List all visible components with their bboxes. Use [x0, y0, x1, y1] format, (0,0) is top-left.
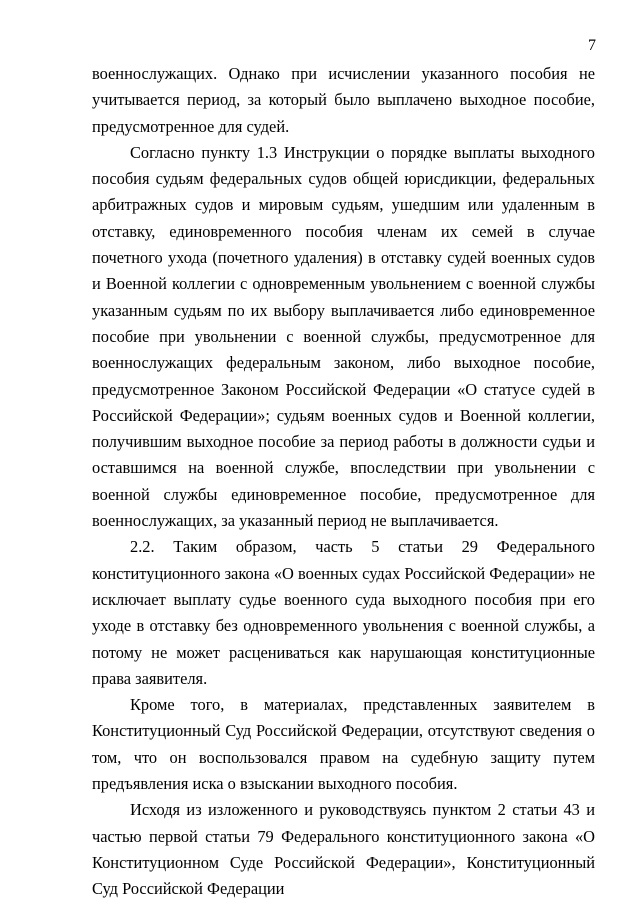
paragraph-2-2: 2.2. Таким образом, часть 5 статьи 29 Федерального конституционного закона «О военных судах Российской Федерации» не исключает выплату судье военного суда выходного пособия при его уходе в отставку без одновременного увольнения с военной службы, а потому не может расцениваться как нарушающая конституционные права заявителя. [92, 537, 595, 688]
paragraph-instruction-1-3: Согласно пункту 1.3 Инструкции о порядке выплаты выходного пособия судьям федеральных судов общей юрисдикции, федеральных арбитражных судов и мировым судьям, ушедшим или удаленным в отставку, единовременного пособия членам их семей в случае почетного ухода (почетного удаления) в отставку судей военных судов и Военной коллегии с одновременным увольнением с военной службы указанным судьям по их выбору выплачивается либо единовременное пособие при увольнении с военной службы, предусмотренное для военнослужащих федеральным законом, либо выходное пособие, предусмотренное Законом Российской Федерации «О статусе судей в Российской Федерации»; судьям военных судов и Военной коллегии, получившим выходное пособие за период работы в должности судьи и оставшимся на военной службе, впоследствии при увольнении с военной службы единовременное пособие, предусмотренное для военнослужащих, за указанный период не выплачивается. [92, 142, 595, 531]
paragraph-conclusion: Исходя из изложенного и руководствуясь пунктом 2 статьи 43 и частью первой статьи 79 Федерального конституционного закона «О Конституционном Суде Российской Федерации», Конституционный Суд Российской Федерации [92, 800, 595, 899]
paragraph-continuation: военнослужащих. Однако при исчислении указанного пособия не учитывается период, за который было выплачено выходное пособие, предусмотренное для судей. [92, 64, 595, 136]
page-number: 7 [588, 37, 596, 54]
document-body [92, 61, 595, 903]
paragraph-materials: Кроме того, в материалах, представленных заявителем в Конституционный Суд Российской Федерации, отсутствуют сведения о том, что он воспользовался правом на судебную защиту путем предъявления иска о взыскании выходного пособия. [92, 695, 595, 794]
